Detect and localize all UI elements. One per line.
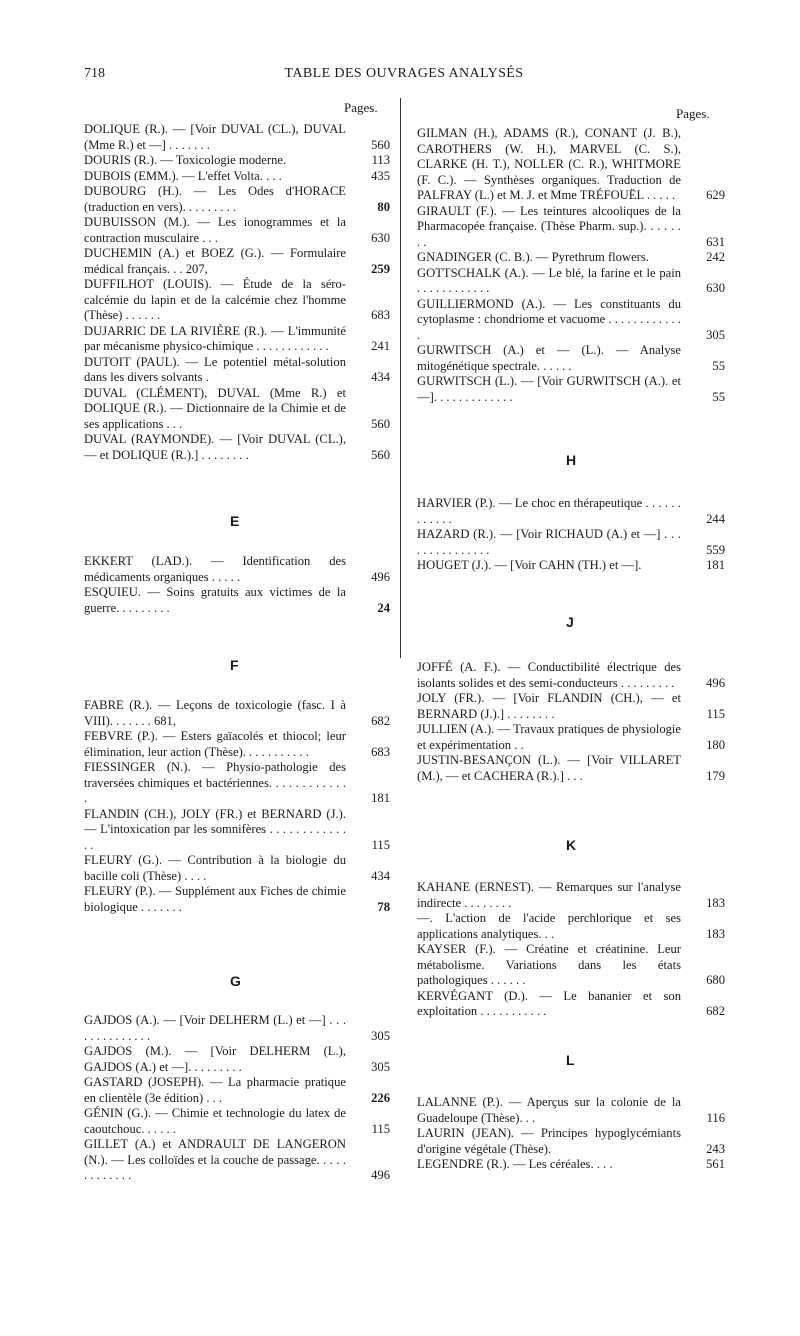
right-group-g: [417, 126, 725, 405]
page-number: 718: [84, 66, 105, 81]
entry-page-number: 305: [706, 327, 725, 342]
entry-text: GÉNIN (G.). — Chimie et technologie du latex de caoutchouc. . . . . .: [84, 1106, 346, 1136]
entry-page-number: 183: [706, 926, 725, 941]
entry-page-number: 680: [706, 973, 725, 987]
entry-text: HAZARD (R.). — [Voir RICHAUD (A.) et —] . . . . . . . . . . . . . . .: [417, 527, 681, 557]
entry-page-number: 559: [706, 542, 725, 557]
entry-page-number: 115: [706, 706, 725, 721]
entry-text: GURWITSCH (A.) et — (L.). — Analyse mitogénétique spectrale. . . . . .: [417, 343, 681, 373]
entry-text: FLEURY (G.). — Contribution à la biologie du bacille coli (Thèse) . . . .: [84, 853, 346, 883]
index-entry: [417, 1095, 725, 1126]
entry-text: DUBOURG (H.). — Les Odes d'HORACE (traduction en vers). . . . . . . . .: [84, 184, 346, 214]
right-group-j: [417, 660, 725, 784]
index-entry: [417, 374, 725, 405]
index-entry: [84, 122, 390, 153]
entry-text: JOLY (FR.). — [Voir FLANDIN (CH.), — et BERNARD (J.).] . . . . . . . .: [417, 691, 681, 721]
entry-page-number: 113: [371, 153, 390, 167]
entry-page-number: 435: [371, 168, 390, 183]
section-letter-h: H: [566, 452, 577, 468]
index-entry: [84, 853, 390, 884]
index-entry: [417, 558, 725, 574]
index-entry: [84, 246, 390, 277]
index-entry: [84, 760, 390, 807]
entry-page-number: 241: [371, 339, 390, 353]
index-entry: [84, 1013, 390, 1044]
entry-text: FIESSINGER (N.). — Physio-pathologie des traversées chimiques et bactériennes. . . . . . . . . . . . .: [84, 760, 346, 805]
section-letter-e: E: [230, 513, 240, 529]
entry-page-number: 560: [371, 137, 390, 152]
index-entry: [417, 942, 725, 989]
entry-text: LALANNE (P.). — Aperçus sur la colonie de la Guadeloupe (Thèse). . .: [417, 1095, 681, 1125]
entry-text: JUSTIN-BESANÇON (L.). — [Voir VILLARET (M.), — et CACHERA (R.).] . . .: [417, 753, 681, 783]
page-header: [84, 66, 724, 86]
entry-page-number: 305: [371, 1059, 390, 1074]
entry-text: DOLIQUE (R.). — [Voir DUVAL (CL.), DUVAL (Mme R.) et —] . . . . . . .: [84, 122, 346, 152]
entry-page-number: 629: [706, 188, 725, 202]
entry-page-number: 560: [371, 447, 390, 462]
right-group-l: [417, 1095, 725, 1173]
entry-page-number: 181: [371, 791, 390, 805]
index-entry: [417, 691, 725, 722]
entry-page-number: 244: [706, 511, 725, 526]
entry-text: KERVÉGANT (D.). — Le bananier et son exploitation . . . . . . . . . . .: [417, 988, 681, 1018]
entry-page-number: 24: [377, 600, 390, 615]
entry-page-number: 496: [706, 675, 725, 690]
section-letter-l: L: [566, 1052, 575, 1068]
index-entry: [417, 1157, 725, 1173]
index-entry: [84, 277, 390, 324]
entry-page-number: 183: [706, 895, 725, 910]
index-entry: [84, 1137, 390, 1184]
pages-label-right: Pages.: [676, 106, 710, 121]
entry-page-number: 683: [371, 308, 390, 322]
entry-page-number: 631: [706, 234, 725, 249]
index-entry: [84, 554, 390, 585]
entry-page-number: 630: [706, 281, 725, 295]
entry-page-number: 180: [706, 737, 725, 752]
entry-text: GILLET (A.) et ANDRAULT DE LANGERON (N.). — Les colloïdes et la couche de passage. . . . . . . . . . . . .: [84, 1137, 346, 1182]
entry-page-number: 496: [371, 569, 390, 584]
section-letter-k: K: [566, 837, 577, 853]
entry-page-number: 179: [706, 768, 725, 783]
entry-text: GNADINGER (C. B.). — Pyrethrum flowers.: [417, 250, 649, 264]
entry-text: LEGENDRE (R.). — Les céréales. . . .: [417, 1157, 613, 1171]
entry-text: GASTARD (JOSEPH). — La pharmacie pratique en clientèle (3e édition) . . .: [84, 1075, 346, 1105]
entry-page-number: 682: [706, 1004, 725, 1018]
entry-text: —. L'action de l'acide perchlorique et ses applications analytiques. . .: [417, 911, 681, 941]
entry-text: DUVAL (RAYMONDE). — [Voir DUVAL (CL.), — et DOLIQUE (R.).] . . . . . . . .: [84, 432, 346, 462]
entry-text: DUCHEMIN (A.) et BOEZ (G.). — Formulaire médical français. . . 207,: [84, 246, 346, 276]
entry-text: GURWITSCH (L.). — [Voir GURWITSCH (A.). et —]. . . . . . . . . . . . .: [417, 374, 681, 404]
index-entry: [84, 184, 390, 215]
entry-page-number: 80: [377, 199, 390, 214]
entry-text: EKKERT (LAD.). — Identification des médicaments organiques . . . . .: [84, 554, 346, 584]
entry-page-number: 55: [712, 358, 725, 373]
entry-text: JULLIEN (A.). — Travaux pratiques de physiologie et expérimentation . .: [417, 722, 681, 752]
index-entry: [84, 807, 390, 854]
entry-page-number: 496: [371, 1168, 390, 1182]
entry-page-number: 305: [371, 1028, 390, 1043]
index-entry: [417, 722, 725, 753]
index-entry: [84, 215, 390, 246]
column-divider: [400, 98, 401, 658]
entry-page-number: 683: [371, 744, 390, 759]
entry-text: GIRAULT (F.). — Les teintures alcooliques de la Pharmacopée française. (Thèse Pharm. sup.). . . . . . . .: [417, 203, 681, 249]
index-entry: [84, 386, 390, 433]
entry-text: JOFFÉ (A. F.). — Conductibilité électrique des isolants solides et des semi-conducteurs . . . . . . . . .: [417, 660, 681, 690]
index-entry: [84, 698, 390, 729]
index-entry: [84, 324, 390, 355]
index-entry: [84, 585, 390, 616]
left-group-f: [84, 698, 390, 915]
entry-page-number: 434: [371, 370, 390, 384]
index-entry: [417, 880, 725, 911]
entry-text: DUJARRIC DE LA RIVIÈRE (R.). — L'immunité par mécanisme physico-chimique . . . . . . . . . . . .: [84, 323, 346, 353]
right-group-h: [417, 496, 725, 574]
entry-text: HARVIER (P.). — Le choc en thérapeutique . . . . . . . . . . . .: [417, 496, 681, 526]
index-entry: [84, 1075, 390, 1106]
entry-text: HOUGET (J.). — [Voir CAHN (TH.) et —].: [417, 558, 642, 572]
entry-page-number: 243: [706, 1141, 725, 1156]
section-letter-j: J: [566, 614, 574, 630]
left-group-d: [84, 122, 390, 463]
index-entry: [417, 496, 725, 527]
entry-text: ESQUIEU. — Soins gratuits aux victimes de la guerre. . . . . . . . .: [84, 585, 346, 615]
entry-text: DUVAL (CLÉMENT), DUVAL (Mme R.) et DOLIQUE (R.). — Dictionnaire de la Chimie et de ses applications . . .: [84, 385, 346, 431]
index-entry: [84, 169, 390, 185]
section-letter-f: F: [230, 657, 239, 673]
entry-text: GAJDOS (A.). — [Voir DELHERM (L.) et —] . . . . . . . . . . . . . .: [84, 1013, 346, 1043]
index-entry: [417, 911, 725, 942]
section-letter-g: G: [230, 973, 241, 989]
index-entry: [84, 1106, 390, 1137]
index-entry: [417, 753, 725, 784]
entry-text: FABRE (R.). — Leçons de toxicologie (fasc. I à VIII). . . . . . . 681,: [84, 698, 346, 728]
entry-page-number: 682: [371, 713, 390, 728]
entry-page-number: 181: [706, 558, 725, 572]
entry-text: FLEURY (P.). — Supplément aux Fiches de chimie biologique . . . . . . .: [84, 884, 346, 914]
left-group-e: [84, 554, 390, 616]
entry-page-number: 434: [371, 868, 390, 883]
index-entry: [417, 204, 725, 251]
entry-text: GAJDOS (M.). — [Voir DELHERM (L.), GAJDOS (A.) et —]. . . . . . . . .: [84, 1044, 346, 1074]
entry-text: FLANDIN (CH.), JOLY (FR.) et BERNARD (J.). — L'intoxication par les somnifères . . . . . . . . . . . . . .: [84, 806, 346, 852]
entry-page-number: 116: [706, 1110, 725, 1125]
index-entry: [417, 527, 725, 558]
entry-text: DOURIS (R.). — Toxicologie moderne.: [84, 153, 287, 167]
entry-text: LAURIN (JEAN). — Principes hypoglycémiants d'origine végétale (Thèse).: [417, 1126, 681, 1156]
entry-page-number: 55: [712, 389, 725, 404]
entry-page-number: 115: [371, 1121, 390, 1136]
entry-page-number: 242: [706, 250, 725, 264]
index-entry: [84, 432, 390, 463]
entry-page-number: 259: [371, 261, 390, 276]
index-entry: [417, 126, 725, 204]
index-entry: [417, 1126, 725, 1157]
entry-page-number: 561: [706, 1157, 725, 1171]
index-entry: [417, 297, 725, 344]
index-entry: [417, 266, 725, 297]
index-entry: [417, 660, 725, 691]
index-entry: [84, 1044, 390, 1075]
entry-text: KAHANE (ERNEST). — Remarques sur l'analyse indirecte . . . . . . . .: [417, 880, 681, 910]
index-entry: [84, 884, 390, 915]
index-entry: [84, 355, 390, 386]
right-group-k: [417, 880, 725, 1020]
pages-label-left: Pages.: [344, 100, 378, 115]
entry-page-number: 78: [377, 899, 390, 914]
entry-text: KAYSER (F.). — Créatine et créatinine. Leur métabolisme. Variations dans les états pathologiques . . . . . .: [417, 942, 681, 987]
entry-page-number: 630: [371, 230, 390, 245]
entry-text: GUILLIERMOND (A.). — Les constituants du cytoplasme : chondriome et vacuome . . . . . . . . . . . . .: [417, 296, 681, 342]
entry-text: DUFFILHOT (LOUIS). — Étude de la séro-calcémie du lapin et de la calcémie chez l'homme (Thèse) . . . . . .: [84, 277, 346, 322]
entry-text: DUBOIS (EMM.). — L'effet Volta. . . .: [84, 168, 282, 183]
index-entry: [417, 343, 725, 374]
page-title: TABLE DES OUVRAGES ANALYSÉS: [284, 66, 524, 81]
entry-text: GILMAN (H.), ADAMS (R.), CONANT (J. B.), CAROTHERS (W. H.), MARVEL (C. S.), CLARKE (H. T.), NOLLER (C. R.), WHITMORE (F. C.). — Synthèses organiques. Traduction de PALFRAY (L.) et M. J. et Mme TRÉFOUËL . . . . .: [417, 126, 681, 202]
entry-text: FEBVRE (P.). — Esters gaïacolés et thiocol; leur élimination, leur action (Thèse). . . . . . . . . . .: [84, 729, 346, 759]
entry-text: DUTOIT (PAUL). — Le potentiel métal-solution dans les divers solvants .: [84, 354, 346, 384]
index-entry: [84, 153, 390, 169]
entry-text: DUBUISSON (M.). — Les ionogrammes et la contraction musculaire . . .: [84, 215, 346, 245]
index-entry: [84, 729, 390, 760]
entry-page-number: 560: [371, 416, 390, 431]
index-entry: [417, 989, 725, 1020]
entry-text: GOTTSCHALK (A.). — Le blé, la farine et le pain . . . . . . . . . . . .: [417, 265, 681, 295]
entry-page-number: 115: [371, 837, 390, 852]
left-group-g: [84, 1013, 390, 1184]
index-entry: [417, 250, 725, 266]
entry-page-number: 226: [371, 1090, 390, 1105]
